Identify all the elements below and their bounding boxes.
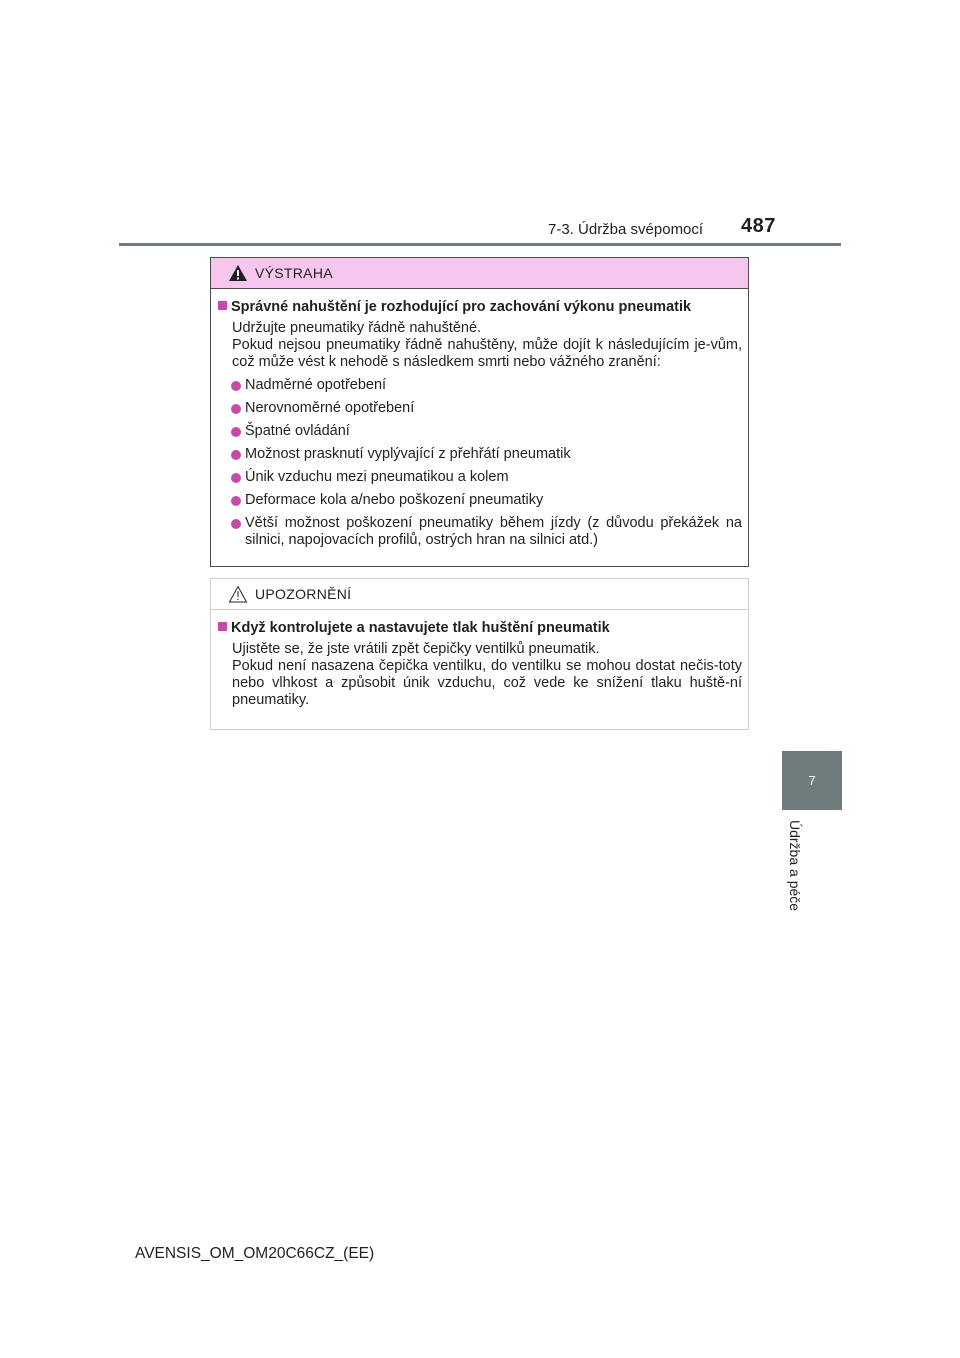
warning-triangle-filled-icon: [228, 264, 248, 282]
header-section-title: 7-3. Údržba svépomocí: [548, 221, 704, 238]
square-bullet-icon: [218, 622, 227, 631]
caution-body: [211, 610, 748, 709]
warning-body: [211, 289, 748, 549]
list-item: Větší možnost poškození pneumatiky během jízdy (z důvodu překážek na silnici, napojovacích profilů, ostrých hran na silnici atd.): [218, 515, 742, 549]
chapter-tab-number: 7: [808, 773, 816, 788]
warning-title: VÝSTRAHA: [255, 265, 333, 281]
list-item: Možnost prasknutí vyplývající z přehřátí pneumatik: [218, 446, 742, 463]
warning-box: [210, 257, 749, 567]
round-bullet-icon: [231, 381, 241, 391]
chapter-side-label: [787, 820, 807, 940]
round-bullet-icon: [231, 427, 241, 437]
caution-heading: [218, 620, 742, 637]
warning-heading: [218, 299, 742, 316]
list-item: Špatné ovládání: [218, 423, 742, 440]
list-item: Únik vzduchu mezi pneumatikou a kolem: [218, 469, 742, 486]
warning-header: [211, 258, 748, 289]
caution-paragraph-2: Pokud není nasazena čepička ventilku, do ventilku se mohou dostat nečis-toty nebo vlhkost a způsobit únik vzduchu, což vede ke snížení tlaku huště-ní pneumatiky.: [232, 658, 742, 708]
caution-heading-text: Když kontrolujete a nastavujete tlak huštění pneumatik: [231, 620, 610, 636]
list-item: Deformace kola a/nebo poškození pneumatiky: [218, 492, 742, 509]
round-bullet-icon: [231, 473, 241, 483]
round-bullet-icon: [231, 404, 241, 414]
caution-triangle-outline-icon: [228, 585, 248, 603]
list-item: Nerovnoměrné opotřebení: [218, 400, 742, 417]
square-bullet-icon: [218, 301, 227, 310]
header-rule: [119, 243, 841, 246]
list-item: Nadměrné opotřebení: [218, 377, 742, 394]
round-bullet-icon: [231, 450, 241, 460]
round-bullet-icon: [231, 496, 241, 506]
warning-heading-text: Správné nahuštění je rozhodující pro zachování výkonu pneumatik: [231, 299, 692, 315]
chapter-side-label-text: Údržba a péče: [787, 820, 803, 912]
warning-bullet-list: [218, 377, 742, 549]
chapter-tab: [782, 751, 842, 810]
warning-paragraph-1: Udržujte pneumatiky řádně nahuštěné.: [232, 320, 482, 336]
caution-box: [210, 578, 749, 730]
caution-title: UPOZORNĚNÍ: [255, 586, 352, 602]
warning-paragraph-2: Pokud nejsou pneumatiky řádně nahuštěny, může dojít k následujícím je-vům, což může vést k nehodě s následkem smrti nebo vážného zranění:: [232, 337, 742, 370]
page-number: 487: [741, 215, 776, 237]
round-bullet-icon: [231, 519, 241, 529]
caution-header: [211, 579, 748, 610]
document-code: AVENSIS_OM_OM20C66CZ_(EE): [135, 1245, 375, 1262]
caution-paragraph-1: Ujistěte se, že jste vrátili zpět čepičky ventilků pneumatik.: [232, 641, 600, 657]
